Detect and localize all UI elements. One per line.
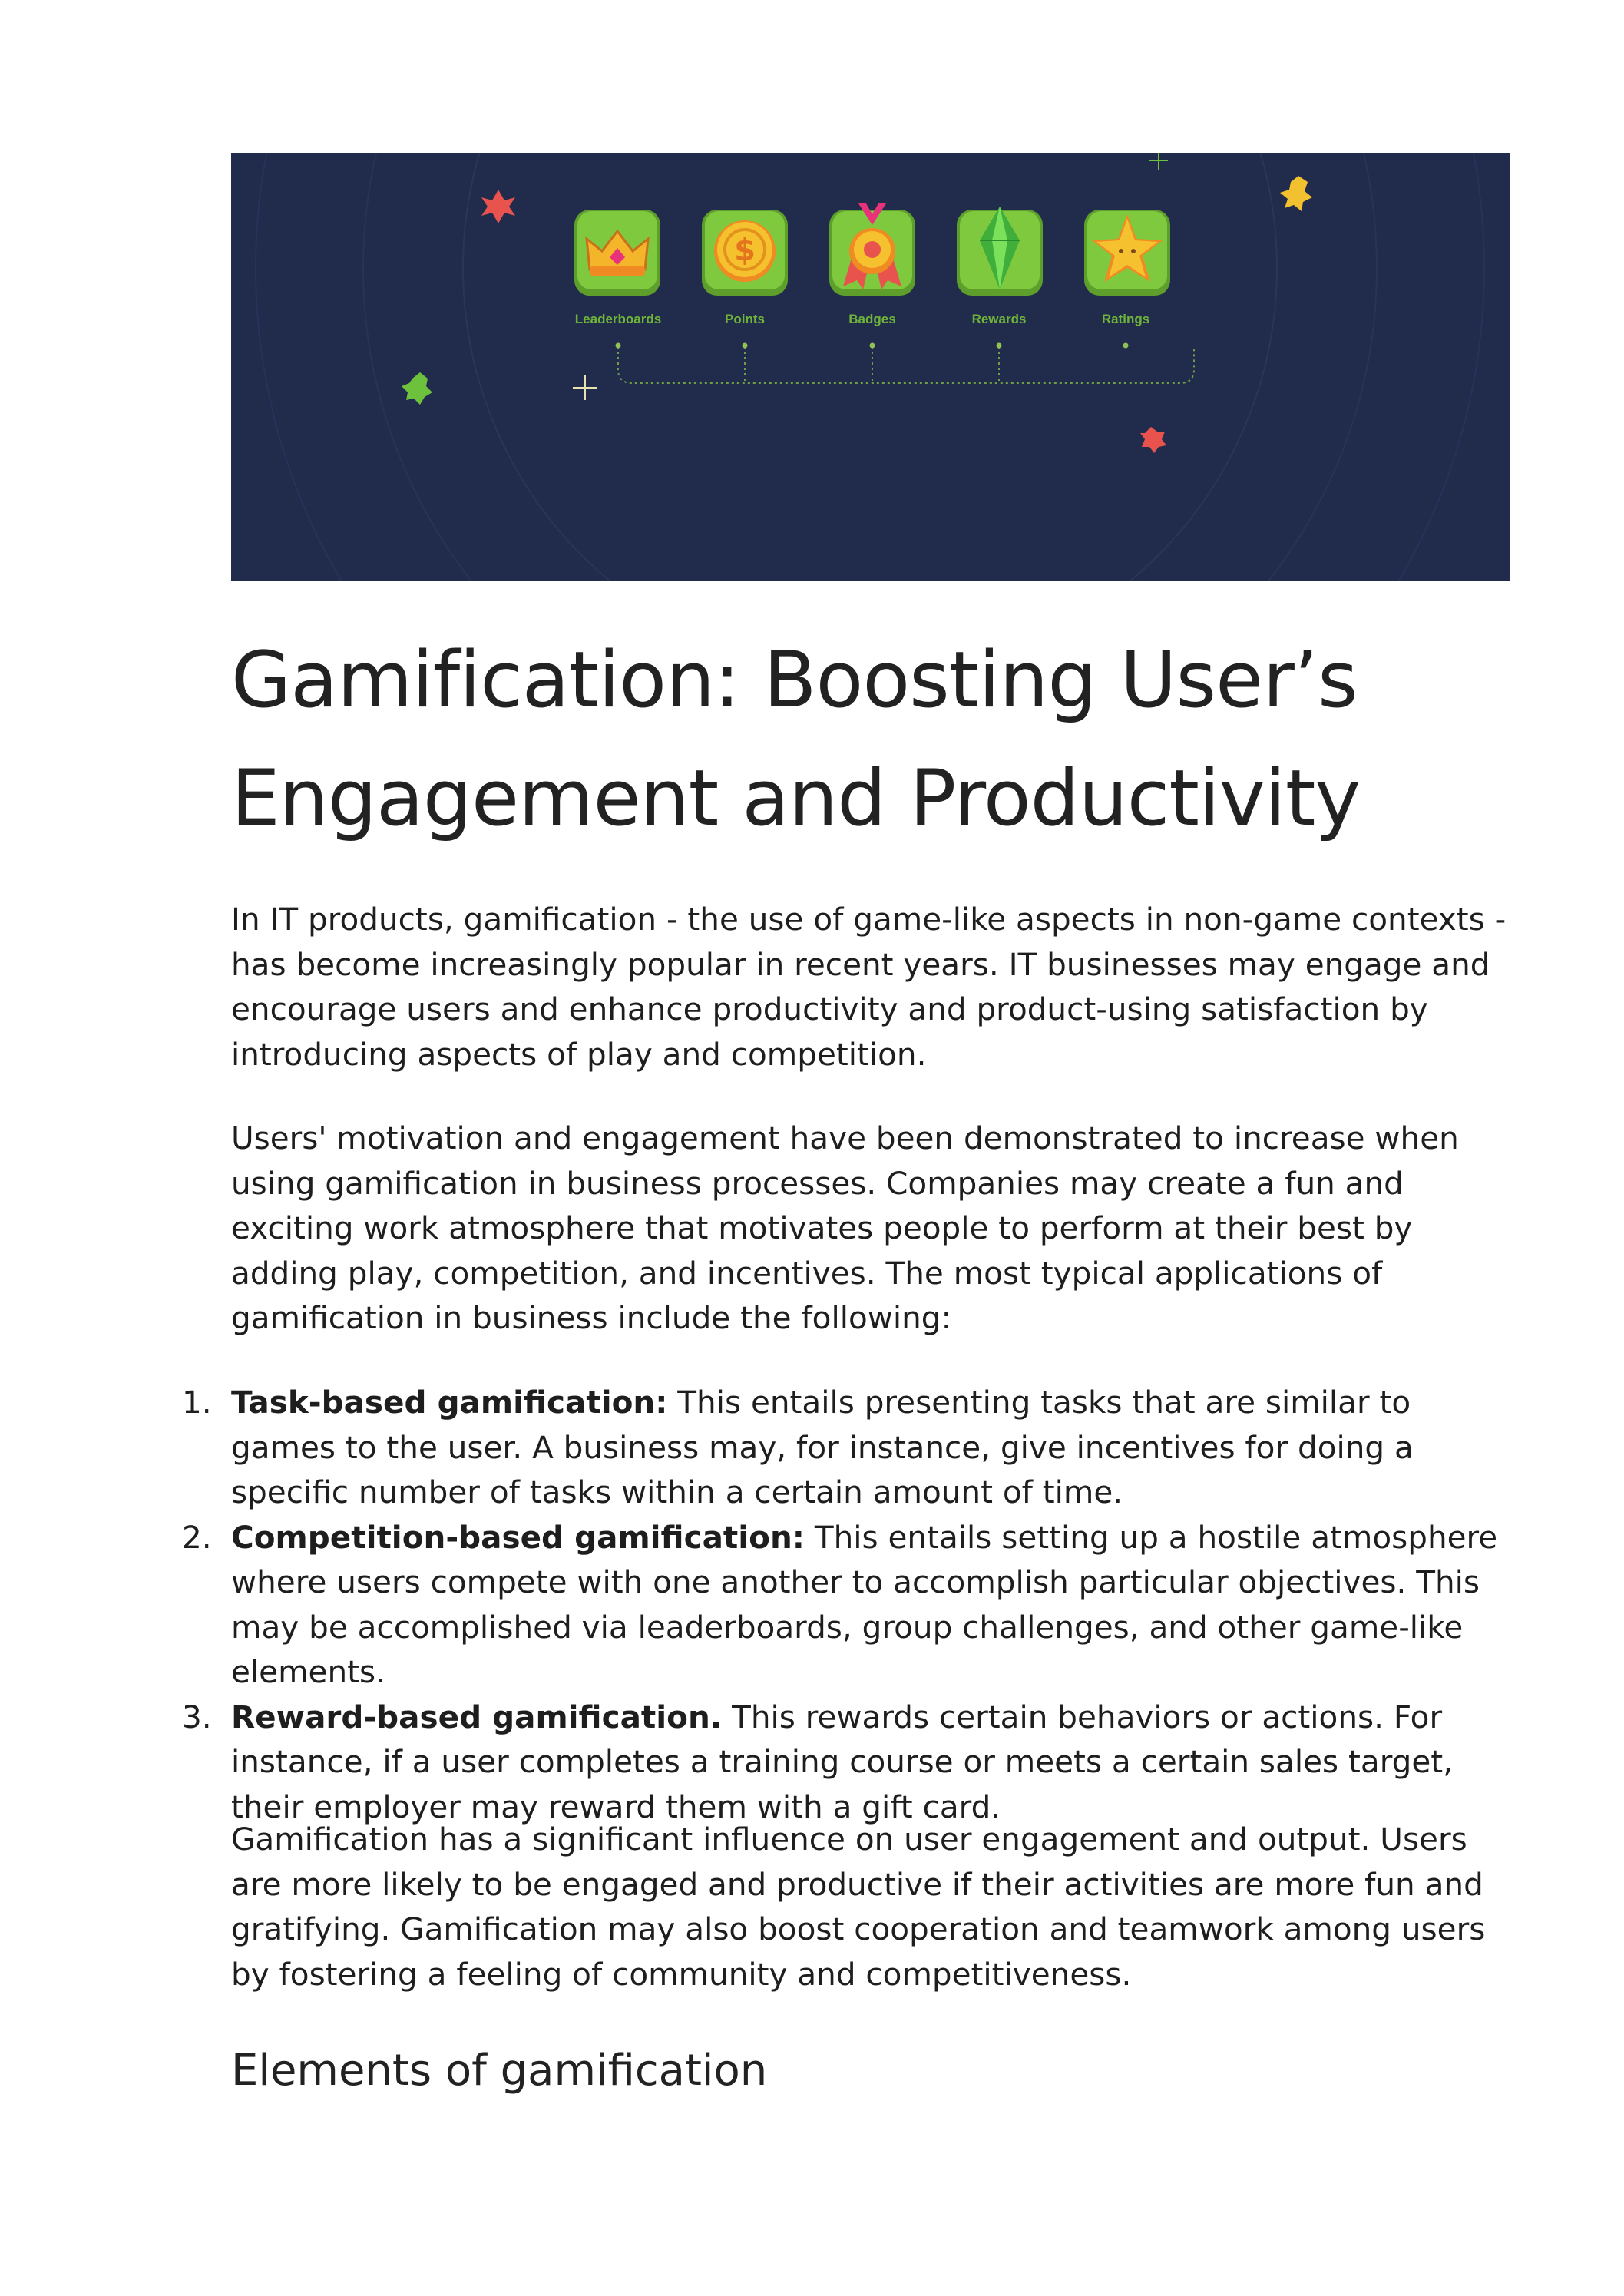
- hero-item-points: [702, 210, 788, 296]
- list-term: Reward-based gamification.: [231, 1698, 723, 1735]
- hero-banner: [231, 153, 1510, 581]
- list-item: [182, 1515, 1521, 1695]
- impact-paragraph: Gamification has a significant influence on user engagement and output. Users are more likely to be engaged and productive if their activities are more fun and gratifying. Gamification may also boost cooperation and teamwork among users by fostering a feeling of community and competitiveness.: [231, 1821, 1486, 1993]
- list-text: This entails setting up a hostile atmosphere where users compete with one another to accomplish particular objectives. This may be accomplished via leaderboards, group challenges, and other game-like elements.: [231, 1518, 1498, 1690]
- svg-text:$: $: [734, 233, 756, 268]
- hero-item-rewards: [957, 207, 1043, 296]
- hero-label-ratings: Ratings: [1101, 312, 1150, 326]
- list-number: 3.: [182, 1698, 212, 1735]
- hero-item-badges: [829, 203, 915, 296]
- crosshair-icon: [1149, 153, 1168, 170]
- coin-icon: [714, 220, 776, 282]
- gamification-types-list: [182, 1380, 1521, 1829]
- crosshair-icon: [573, 375, 597, 400]
- hero-label-badges: Badges: [848, 312, 896, 326]
- title-line-2: Engagement and Productivity: [231, 753, 1361, 843]
- list-item: [182, 1695, 1521, 1830]
- hero-item-leaderboards: [574, 210, 660, 296]
- section-heading: Elements of gamification: [231, 2046, 768, 2096]
- list-number: 1.: [182, 1384, 212, 1421]
- hero-item-ratings: [1084, 210, 1170, 296]
- list-term: Competition-based gamification:: [231, 1518, 805, 1556]
- page-title: [231, 620, 1536, 857]
- motivation-paragraph: Users' motivation and engagement have been demonstrated to increase when using gamification in business processes. Companies may create a fun and exciting work atmosphere that motivates people to perform at their best by adding play, competition, and incentives. The most typical applications of gamification in business include the following:: [231, 1120, 1459, 1336]
- list-term: Task-based gamification:: [231, 1384, 668, 1421]
- list-text: This rewards certain behaviors or actions. For instance, if a user completes a training course or meets a certain sales target, their employer may reward them with a gift card.: [231, 1698, 1454, 1825]
- list-number: 2.: [182, 1518, 212, 1556]
- intro-paragraph: In IT products, gamification - the use of game-like aspects in non-game contexts - has become increasingly popular in recent years. IT businesses may engage and encourage users and enhance productivity and product-using satisfaction by introducing aspects of play and competition.: [231, 901, 1507, 1073]
- list-text: This entails presenting tasks that are similar to games to the user. A business may, for instance, give incentives for doing a specific number of tasks within a certain amount of time.: [231, 1384, 1414, 1510]
- list-item: [182, 1380, 1521, 1515]
- sparkle-icon: [402, 372, 432, 405]
- hero-label-rewards: Rewards: [971, 312, 1027, 326]
- title-line-1: Gamification: Boosting User’s: [231, 634, 1358, 725]
- sparkle-icon: [1140, 427, 1166, 453]
- hero-label-points: Points: [725, 312, 765, 326]
- sparkle-icon: [481, 190, 515, 223]
- hero-label-leaderboards: Leaderboards: [574, 312, 662, 326]
- sparkle-icon: [1280, 176, 1312, 211]
